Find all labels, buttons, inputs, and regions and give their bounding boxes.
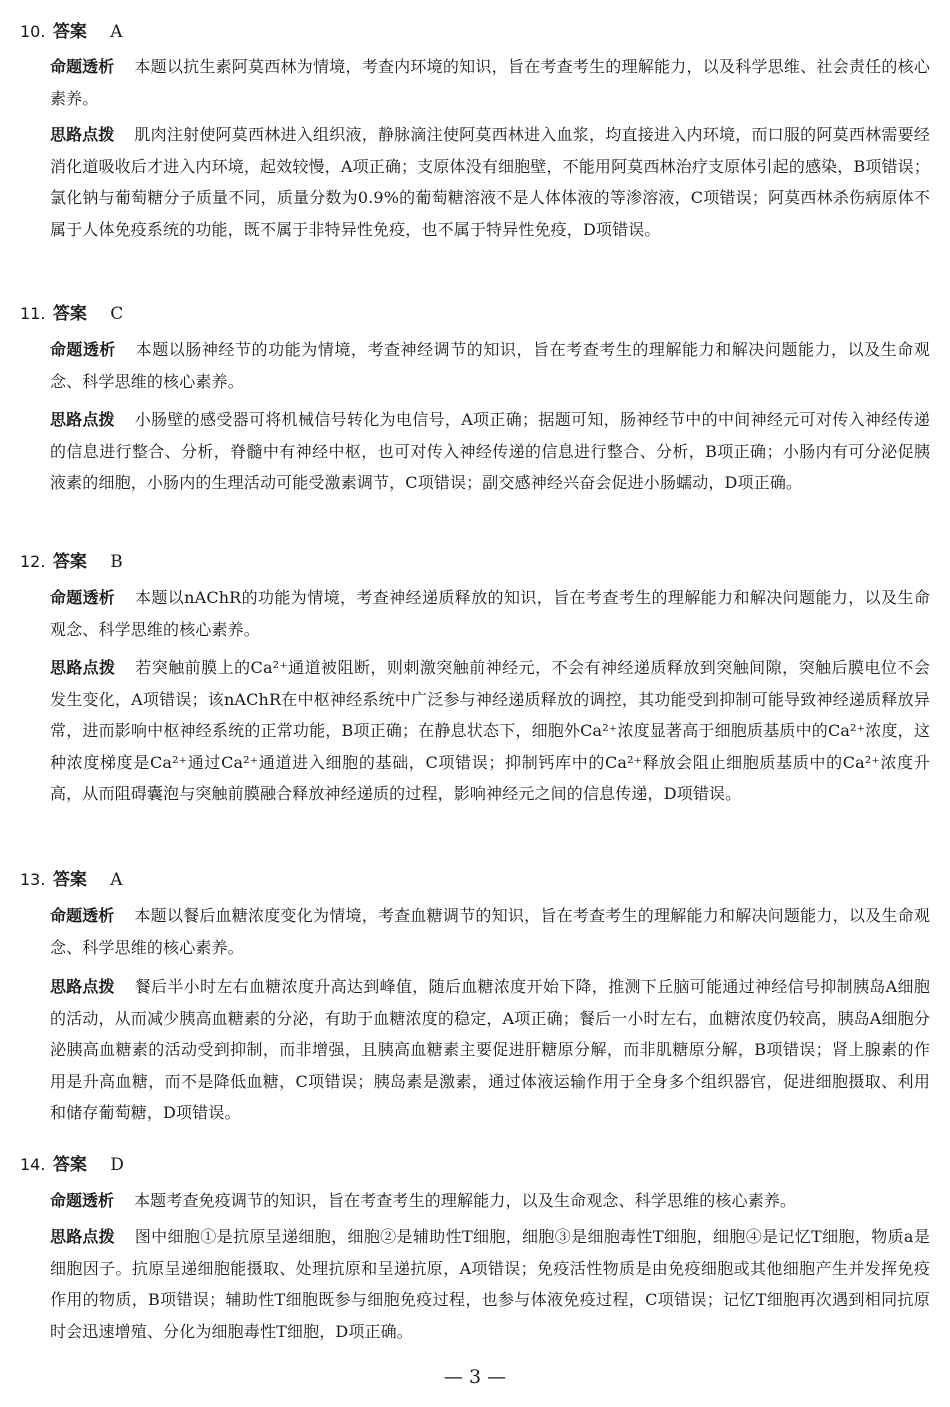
question-14-intent [50,1185,930,1217]
answer-label: 答案 [52,552,87,572]
answer-value: A [110,870,123,890]
page-number: — 3 — [443,1366,507,1388]
analysis-label: 思路点拨 [50,977,115,996]
question-11-answer-line [20,298,930,330]
answer-label: 答案 [52,304,87,324]
intent-label: 命题透析 [50,340,116,359]
intent-text: 本题以餐后血糖浓度变化为情境，考查血糖调节的知识，旨在考查考生的理解能力和解决问题能力，以及生命观念、科学思维的核心素养。 [50,906,930,957]
answer-label: 答案 [52,1155,87,1175]
question-13-analysis [50,971,930,1129]
question-10-analysis [50,119,930,245]
question-12-intent [50,582,930,645]
answer-value: C [110,304,124,324]
analysis-text: 图中细胞①是抗原呈递细胞，细胞②是辅助性T细胞，细胞③是细胞毒性T细胞，细胞④是记忆T细胞，物质a是细胞因子。抗原呈递细胞能摄取、处理抗原和呈递抗原，A项错误；免疫活性物质是由免疫细胞或其他细胞产生并发挥免疫作用的物质，B项错误；辅助性T细胞既参与细胞免疫过程，也参与体液免疫过程，C项错误；记忆T细胞再次遇到相同抗原时会迅速增殖、分化为细胞毒性T细胞，D项正确。 [50,1227,930,1341]
analysis-text: 肌肉注射使阿莫西林进入组织液，静脉滴注使阿莫西林进入血浆，均直接进入内环境，而口服的阿莫西林需要经消化道吸收后才进入内环境，起效较慢，A项正确；支原体没有细胞壁，不能用阿莫西林治疗支原体引起的感染，B项错误；氯化钠与葡萄糖分子质量不同，质量分数为0.9%的葡萄糖溶液不是人体体液的等渗溶液，C项错误；阿莫西林杀伤病原体不属于人体免疫系统的功能，既不属于非特异性免疫，也不属于特异性免疫，D项错误。 [50,125,930,239]
intent-label: 命题透析 [50,57,115,76]
intent-text: 本题以nAChR的功能为情境，考查神经递质释放的知识，旨在考查考生的理解能力和解决问题能力，以及生命观念、科学思维的核心素养。 [50,588,930,639]
analysis-text: 小肠壁的感受器可将机械信号转化为电信号，A项正确；据题可知，肠神经节中的中间神经元可对传入神经传递的信息进行整合、分析，脊髓中有神经中枢，也可对传入神经传递的信息进行整合、分析，B项正确；小肠内有可分泌促胰液素的细胞，小肠内的生理活动可能受激素调节，C项错误；副交感神经兴奋会促进小肠蠕动，D项正确。 [50,410,930,493]
analysis-text: 若突触前膜上的Ca²⁺通道被阻断，则刺激突触前神经元，不会有神经递质释放到突触间隙，突触后膜电位不会发生变化，A项错误；该nAChR在中枢神经系统中广泛参与神经递质释放的调控，其功能受到抑制可能导致神经递质释放异常，进而影响中枢神经系统的正常功能，B项正确；在静息状态下，细胞外Ca²⁺浓度显著高于细胞质基质中的Ca²⁺浓度，这种浓度梯度是Ca²⁺通过Ca²⁺通道进入细胞的基础，C项错误；抑制钙库中的Ca²⁺释放会阻止细胞质基质中的Ca²⁺浓度升高，从而阻碍囊泡与突触前膜融合释放神经递质的过程，影响神经元之间的信息传递，D项错误。 [50,658,930,804]
analysis-label: 思路点拨 [50,125,115,144]
analysis-label: 思路点拨 [50,658,116,677]
question-10-intent [50,51,930,114]
question-number: 11. [20,304,46,323]
question-11-analysis [50,404,930,499]
answer-value: B [110,552,123,572]
answer-label: 答案 [52,870,87,890]
analysis-text: 餐后半小时左右血糖浓度升高达到峰值，随后血糖浓度开始下降，推测下丘脑可能通过神经信号抑制胰岛A细胞的活动，从而减少胰高血糖素的分泌，有助于血糖浓度的稳定，A项正确；餐后一小时左右，血糖浓度仍较高，胰岛A细胞分泌胰高血糖素的活动受到抑制，而非增强，且胰高血糖素主要促进肝糖原分解，而非肌糖原分解，B项错误；肾上腺素的作用是升高血糖，而不是降低血糖，C项错误；胰岛素是激素，通过体液运输作用于全身多个组织器官，促进细胞摄取、利用和储存葡萄糖，D项错误。 [50,977,930,1123]
question-10-answer-line [20,16,930,48]
intent-text: 本题以抗生素阿莫西林为情境，考查内环境的知识，旨在考查考生的理解能力，以及科学思维、社会责任的核心素养。 [50,57,930,108]
intent-text: 本题以肠神经节的功能为情境，考查神经调节的知识，旨在考查考生的理解能力和解决问题能力，以及生命观念、科学思维的核心素养。 [50,340,930,391]
question-14-analysis [50,1221,930,1347]
question-12-answer-line [20,546,930,578]
intent-label: 命题透析 [50,588,115,607]
intent-label: 命题透析 [50,906,115,925]
question-number: 10. [20,22,46,41]
question-13-intent [50,900,930,963]
answer-label: 答案 [52,22,87,42]
question-number: 13. [20,870,46,889]
answer-value: A [110,22,123,42]
question-12-analysis [50,652,930,810]
intent-text: 本题考查免疫调节的知识，旨在考查考生的理解能力，以及生命观念、科学思维的核心素养。 [134,1191,797,1210]
answer-value: D [110,1155,124,1175]
intent-label: 命题透析 [50,1191,115,1210]
question-14-answer-line [20,1149,930,1181]
analysis-label: 思路点拨 [50,1227,115,1246]
question-13-answer-line [20,864,930,896]
question-number: 12. [20,552,46,571]
question-11-intent [50,334,930,397]
analysis-label: 思路点拨 [50,410,115,429]
question-number: 14. [20,1155,46,1174]
